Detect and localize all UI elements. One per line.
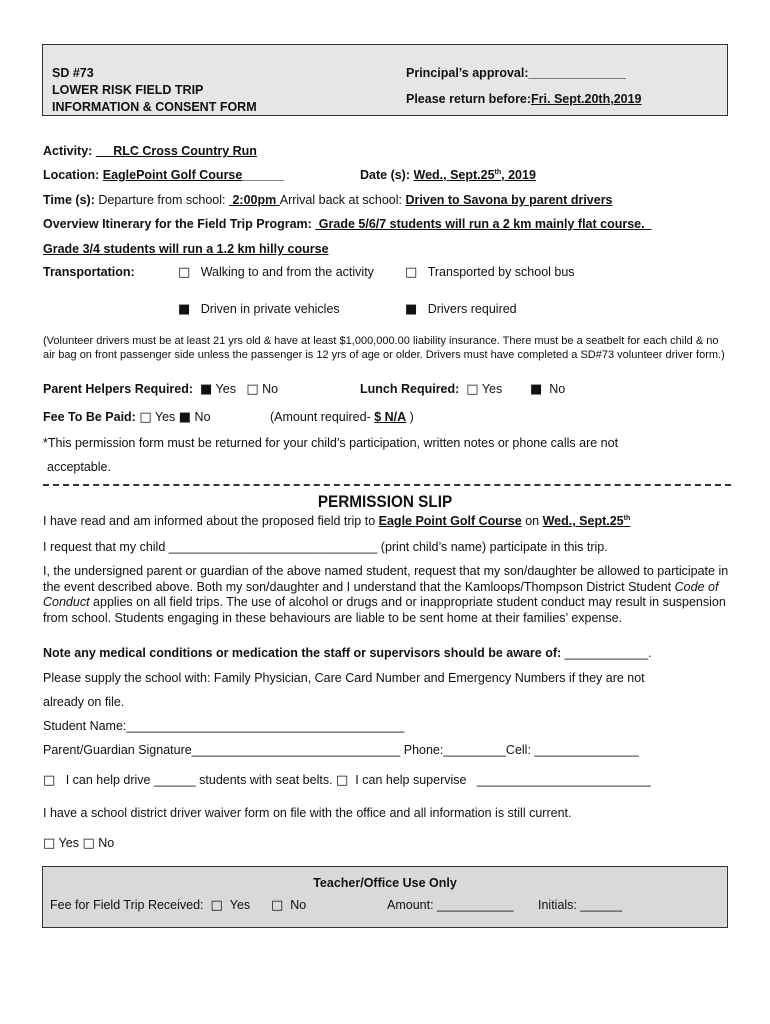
return-notice-line1: *This permission form must be returned for your child’s participation, written notes or phone calls are not xyxy=(43,436,619,450)
fee-yes-checkbox[interactable]: □ xyxy=(139,410,152,425)
read-informed-on: on xyxy=(525,514,540,528)
itinerary-row xyxy=(43,217,652,231)
return-before-date: Fri. Sept.20th,2019 xyxy=(531,92,642,106)
departure-label: Departure from school: xyxy=(98,193,226,207)
waiver-line: I have a school district driver waiver form on file with the office and all information is still current. xyxy=(43,806,572,820)
parent-helpers-no: No xyxy=(262,382,279,396)
drivers-checkbox[interactable]: ■ xyxy=(405,302,418,317)
location-blank: ______ xyxy=(242,168,285,182)
waiver-answer-row xyxy=(43,836,114,851)
read-informed-date xyxy=(543,514,631,528)
medical-blank[interactable]: ____________. xyxy=(564,646,652,660)
location-row xyxy=(43,168,284,182)
form-title-line2: INFORMATION & CONSENT FORM xyxy=(52,100,257,114)
return-before xyxy=(406,92,642,106)
office-initials-field[interactable]: Initials: ______ xyxy=(538,898,623,912)
transport-bus-option[interactable] xyxy=(405,265,575,280)
parent-helpers-yes: Yes xyxy=(215,382,236,396)
parent-helpers-label: Parent Helpers Required: xyxy=(43,382,194,396)
read-informed-line xyxy=(43,514,630,528)
office-amount-field[interactable]: Amount: ___________ xyxy=(387,898,514,912)
date-value-main: Wed., Sept.25 xyxy=(413,168,495,182)
return-notice-line2: acceptable. xyxy=(47,460,111,474)
undersigned-text-pre: I, the undersigned parent or guardian of the above named student, request that my son/daughter be allowed to participate in the event described above. Both my son/daughter and I understand that the Kamloops/Thompson District Student xyxy=(43,564,729,594)
time-label: Time (s): xyxy=(43,193,95,207)
itinerary-label: Overview Itinerary for the Field Trip Program: xyxy=(43,217,312,231)
fee-amount-label: (Amount required- xyxy=(270,410,371,424)
read-informed-prefix: I have read and am informed about the proposed field trip to xyxy=(43,514,376,528)
office-fee-label: Fee for Field Trip Received: xyxy=(50,898,204,912)
student-name-field[interactable]: Student Name:________________________________________ xyxy=(43,719,405,733)
fee-no-checkbox[interactable]: ■ xyxy=(178,410,192,425)
arrival-label: Arrival back at school: xyxy=(279,193,403,207)
return-before-label: Please return before: xyxy=(406,92,532,106)
lunch-no-checkbox[interactable]: ■ xyxy=(530,382,543,397)
principal-approval xyxy=(406,66,626,80)
departure-value xyxy=(229,193,280,207)
help-supervise-checkbox[interactable]: □ xyxy=(336,773,349,788)
date-suffix: th xyxy=(494,168,502,176)
parent-helpers-no-checkbox[interactable]: □ xyxy=(246,382,259,397)
read-date-main: Wed., Sept.25 xyxy=(542,514,624,528)
waiver-yes: Yes xyxy=(58,836,79,850)
child-request-line: I request that my child ______________________________ (print child’s name) participate in this trip. xyxy=(43,540,608,554)
activity-row xyxy=(43,144,624,158)
help-supervise-blank[interactable]: _________________________ xyxy=(476,773,651,787)
walking-checkbox[interactable]: □ xyxy=(178,265,191,280)
office-no: No xyxy=(290,898,307,912)
lunch-row xyxy=(360,382,565,397)
date-label: Date (s): xyxy=(360,168,411,182)
fee-no: No xyxy=(194,410,211,424)
lunch-no: No xyxy=(549,382,566,396)
fee-yes: Yes xyxy=(154,410,176,424)
read-date-suffix: th xyxy=(623,514,631,522)
cut-line-divider xyxy=(43,484,731,486)
code-of-conduct: Code of Conduct xyxy=(43,579,719,609)
private-checkbox[interactable]: ■ xyxy=(178,302,191,317)
date-value xyxy=(414,168,536,182)
office-yes-checkbox[interactable]: □ xyxy=(210,898,223,913)
district-number: SD #73 xyxy=(52,66,94,80)
lunch-yes-checkbox[interactable]: □ xyxy=(466,382,479,397)
principal-approval-label: Principal’s approval: xyxy=(406,66,529,80)
transport-private-option[interactable] xyxy=(178,302,340,317)
fee-label: Fee To Be Paid: xyxy=(43,410,136,424)
walking-label: Walking to and from the activity xyxy=(200,265,374,279)
principal-approval-blank[interactable]: ______________ xyxy=(528,66,626,80)
medical-label: Note any medical conditions or medication the staff or supervisors should be aware of: xyxy=(43,646,562,660)
fee-row xyxy=(43,410,211,425)
bus-label: Transported by school bus xyxy=(427,265,575,279)
signature-phone-field[interactable]: Parent/Guardian Signature______________________________ Phone:_________Cell: _______________ xyxy=(43,743,639,757)
waiver-no-checkbox[interactable]: □ xyxy=(82,836,95,851)
read-informed-location: Eagle Point Golf Course xyxy=(378,514,522,528)
office-use-title: Teacher/Office Use Only xyxy=(313,876,457,890)
arrival-text: Driven to Savona by parent drivers xyxy=(405,193,613,207)
waiver-no: No xyxy=(98,836,115,850)
activity-label: Activity: xyxy=(43,144,93,158)
parent-helpers-yes-checkbox[interactable]: ■ xyxy=(200,382,213,397)
office-fee-row xyxy=(50,898,306,913)
time-row xyxy=(43,193,674,207)
itinerary-line2: Grade 3/4 students will run a 1.2 km hilly course xyxy=(43,242,329,256)
transportation-label: Transportation: xyxy=(43,265,135,279)
date-year: , 2019 xyxy=(501,168,536,182)
lunch-yes: Yes xyxy=(481,382,503,396)
lunch-label: Lunch Required: xyxy=(360,382,460,396)
departure-time: 2:00pm xyxy=(232,193,277,207)
supply-line2: already on file. xyxy=(43,695,125,709)
undersigned-paragraph xyxy=(43,564,733,626)
help-supervise-label: I can help supervise xyxy=(355,773,467,787)
permission-slip-title: PERMISSION SLIP xyxy=(317,492,453,511)
transport-walking-option[interactable] xyxy=(178,265,374,280)
supply-line1: Please supply the school with: Family Physician, Care Card Number and Emergency Numbers if they are not xyxy=(43,671,645,685)
office-yes: Yes xyxy=(229,898,251,912)
fee-amount-value: $ N/A xyxy=(374,410,407,424)
drivers-label: Drivers required xyxy=(427,302,517,316)
volunteer-note: (Volunteer drivers must be at least 21 yrs old & have at least $1,000,000.00 liability insurance. There must be a seatbelt for each child & no air bag on front passenger side unless the passenger is 12 yrs of age or older. Drivers must have completed a SD#73 volunteer driver form.) xyxy=(43,335,725,361)
location-label: Location: xyxy=(43,168,100,182)
help-drive-row xyxy=(43,773,651,788)
arrival-value xyxy=(406,193,674,207)
itinerary-text1: Grade 5/6/7 students will run a 2 km mainly flat course. xyxy=(318,217,645,231)
parent-helpers-row xyxy=(43,382,278,397)
drivers-required-option[interactable] xyxy=(405,302,517,317)
private-label: Driven in private vehicles xyxy=(200,302,340,316)
bus-checkbox[interactable]: □ xyxy=(405,265,418,280)
medical-line xyxy=(43,646,652,660)
help-drive-label: I can help drive ______ students with seat belts. xyxy=(65,773,333,787)
fee-amount-close: ) xyxy=(409,410,414,424)
fee-amount xyxy=(270,410,414,424)
date-row xyxy=(360,168,536,182)
itinerary-line1 xyxy=(315,217,651,231)
waiver-yes-checkbox[interactable]: □ xyxy=(43,836,56,851)
office-no-checkbox[interactable]: □ xyxy=(271,898,284,913)
undersigned-text-post: applies on all field trips. The use of alcohol or drugs and or inappropriate student conduct may result in suspension from school. Students engaging in these behaviours are liable to be sent home at their families’ expense. xyxy=(43,595,726,625)
activity-value xyxy=(96,144,624,158)
activity-name: RLC Cross Country Run xyxy=(113,144,257,158)
location-value: EaglePoint Golf Course xyxy=(102,168,243,182)
help-drive-checkbox[interactable]: □ xyxy=(43,773,56,788)
form-title-line1: LOWER RISK FIELD TRIP xyxy=(52,83,204,97)
